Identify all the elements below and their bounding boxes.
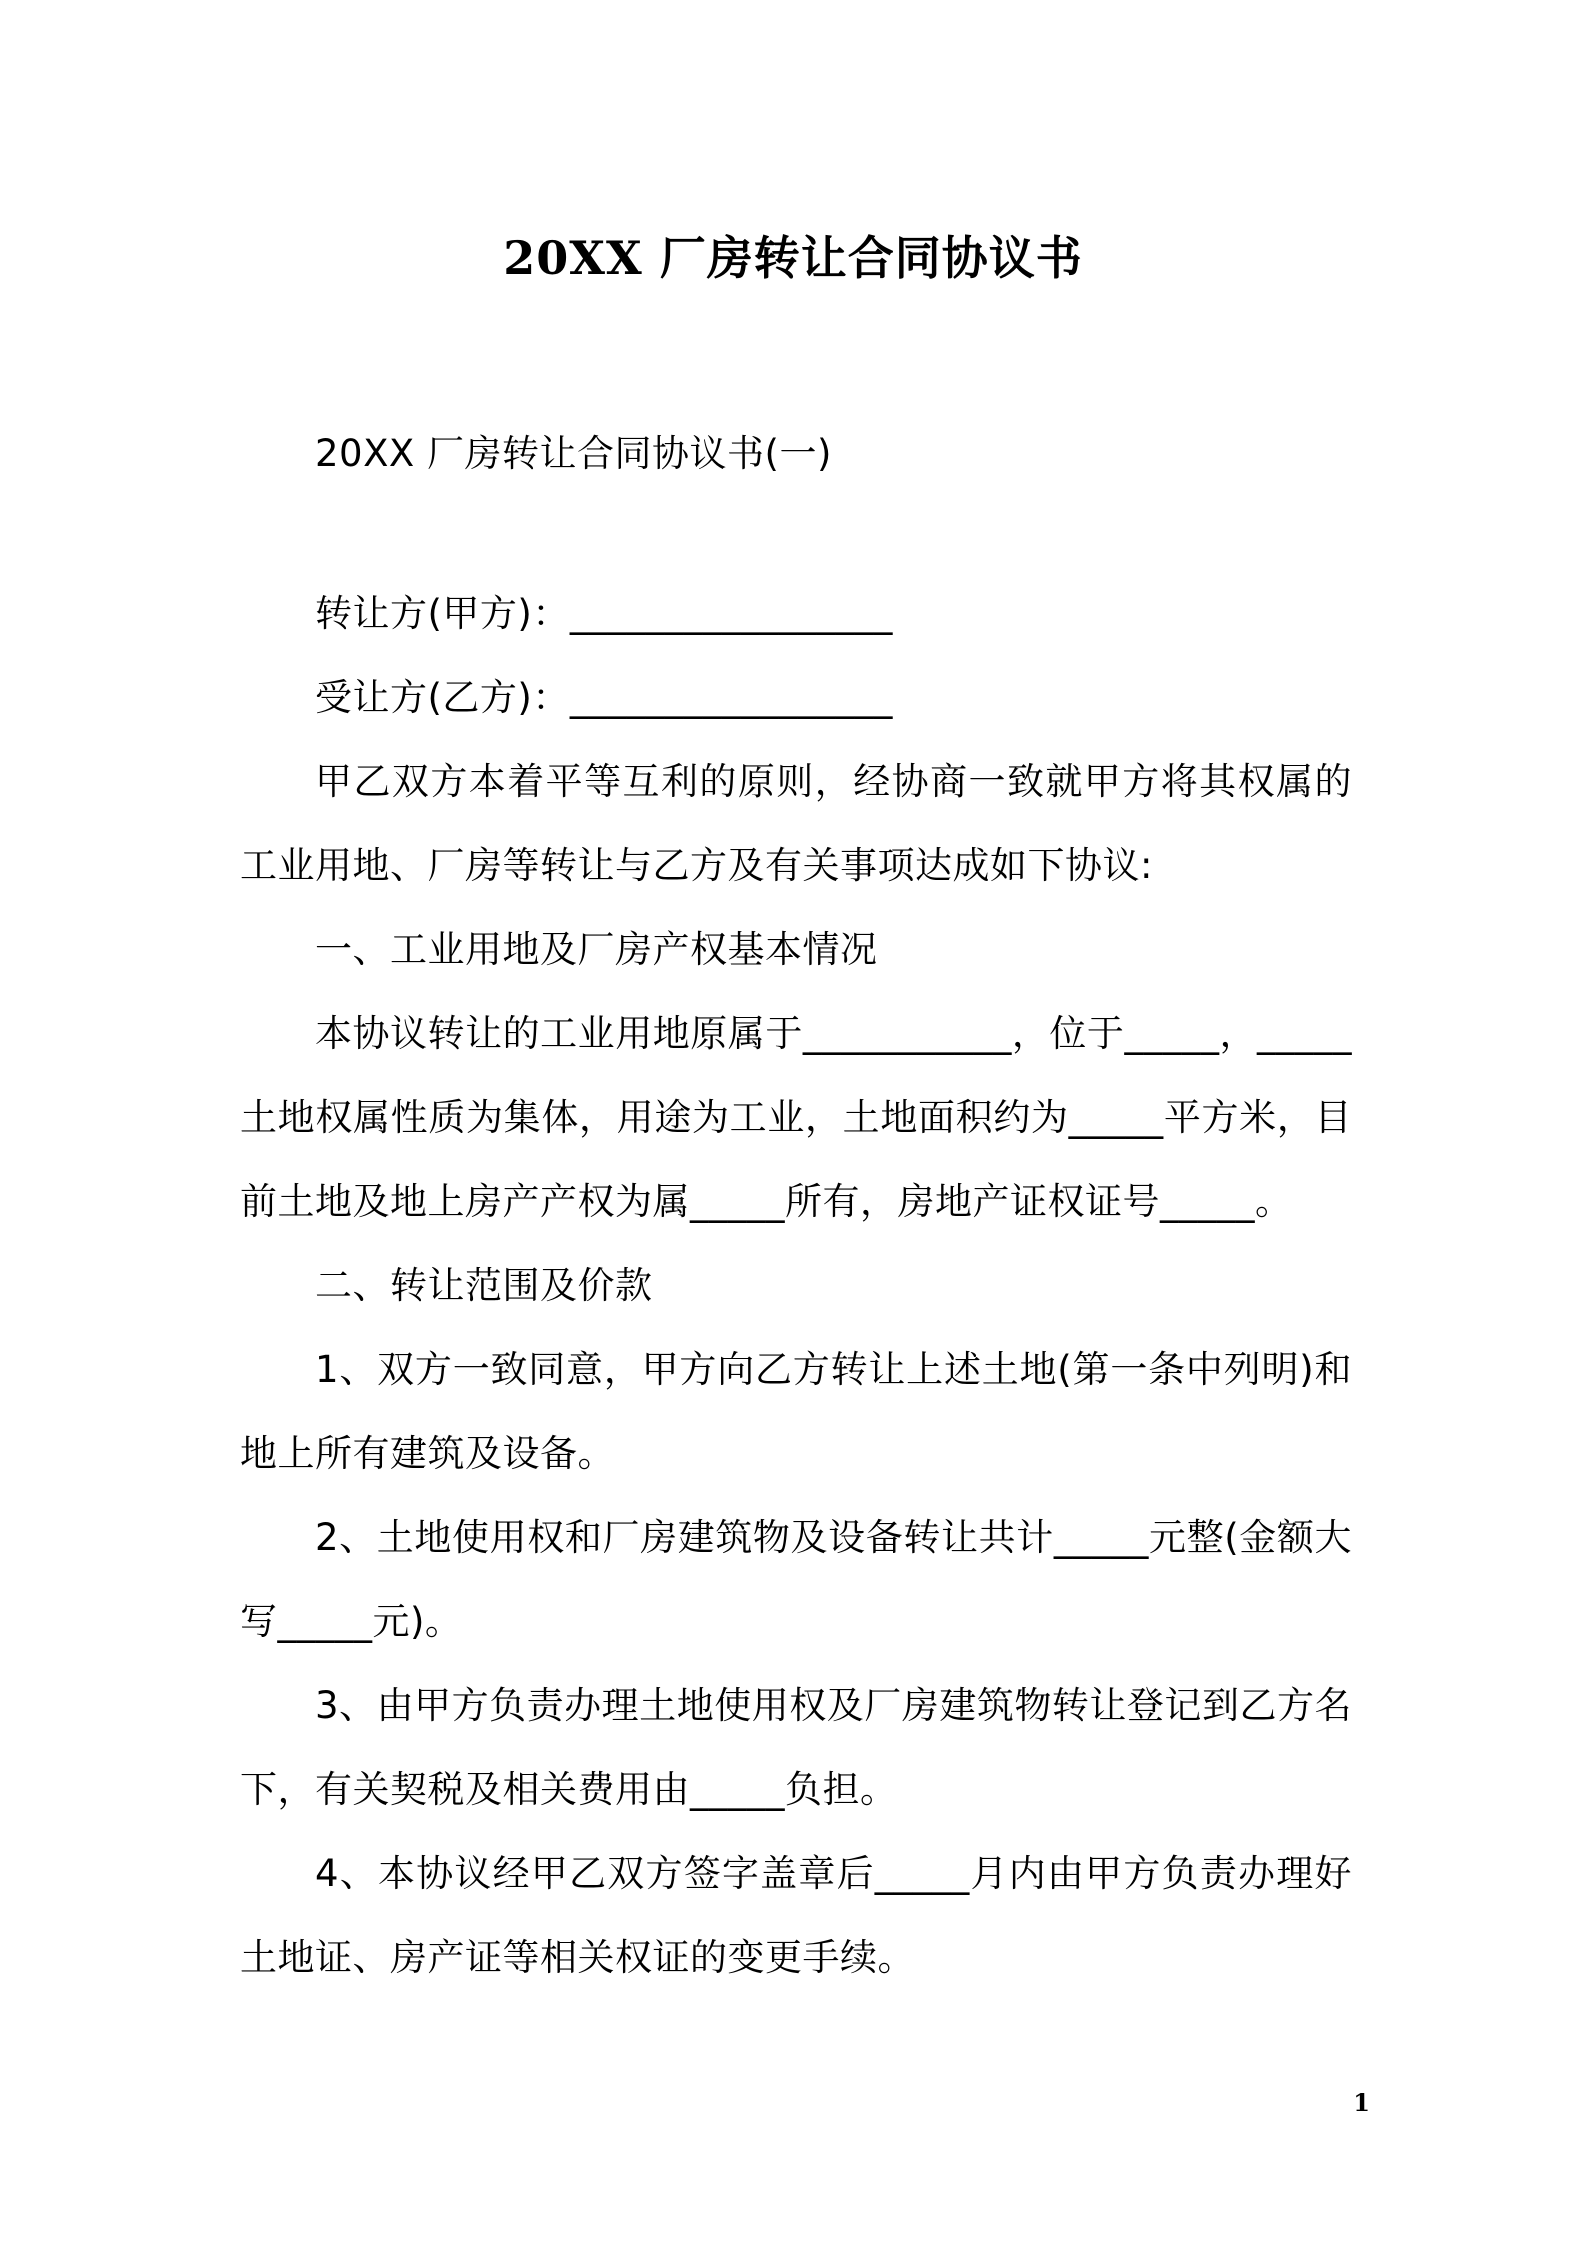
document-title: 20XX 厂房转让合同协议书 (503, 231, 1083, 285)
section-2-heading: 二、转让范围及价款 (315, 1264, 653, 1307)
party-a-line: 转让方(甲方)：_________________ (315, 592, 893, 635)
intro-paragraph: 甲乙双方本着平等互利的原则，经协商一致就甲方将其权属的工业用地、厂房等转让与乙方及有关事项达成如下协议: (240, 760, 1352, 887)
page-number: 1 (1353, 2088, 1370, 2117)
clause-4: 4、本协议经甲乙双方签字盖章后_____月内由甲方负责办理好土地证、房产证等相关权证的变更手续。 (240, 1852, 1352, 1979)
spacer (240, 496, 1352, 572)
clause-1: 1、双方一致同意，甲方向乙方转让上述土地(第一条中列明)和地上所有建筑及设备。 (240, 1348, 1352, 1475)
subtitle: 20XX 厂房转让合同协议书(一) (315, 432, 832, 475)
clause-3: 3、由甲方负责办理土地使用权及厂房建筑物转让登记到乙方名下，有关契税及相关费用由_____负担。 (240, 1684, 1352, 1811)
document-body (240, 412, 1352, 2000)
party-b-line: 受让方(乙方)：_________________ (315, 676, 893, 719)
section-1-heading: 一、工业用地及厂房产权基本情况 (315, 928, 878, 971)
section-1-paragraph: 本协议转让的工业用地原属于___________，位于_____，_____土地权属性质为集体，用途为工业，土地面积约为_____平方米，目前土地及地上房产产权为属_____所有，房地产证权证号_____。 (240, 1012, 1352, 1223)
clause-2: 2、土地使用权和厂房建筑物及设备转让共计_____元整(金额大写_____元)。 (240, 1516, 1352, 1643)
